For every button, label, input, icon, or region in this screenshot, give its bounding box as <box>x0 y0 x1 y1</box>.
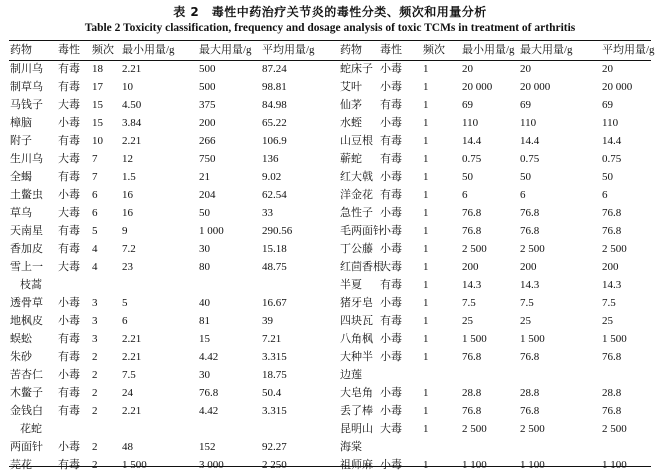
frequency: 1 <box>423 315 429 327</box>
min-dose: 2.21 <box>122 405 142 417</box>
max-dose: 110 <box>520 117 537 129</box>
drug-header: 药物 <box>340 44 362 56</box>
drug-name: 附子 <box>10 135 32 147</box>
drug-name: 半夏 <box>340 279 362 291</box>
drug-name: 制川乌 <box>10 63 43 75</box>
frequency: 1 <box>423 153 429 165</box>
max-dose: 76.8 <box>520 225 540 237</box>
bottom-rule <box>9 466 651 467</box>
min-dose: 20 <box>462 63 473 75</box>
max-dose: 2 500 <box>520 243 545 255</box>
table-caption-zh: 表 2 毒性中药治疗关节炎的毒性分类、频次和用量分析 <box>173 5 487 19</box>
min-dose: 1 500 <box>122 459 147 471</box>
frequency: 5 <box>92 225 98 237</box>
mean-dose: 48.75 <box>262 261 287 273</box>
min-dose: 6 <box>462 189 468 201</box>
drug-name: 丢了棒 <box>340 405 373 417</box>
mean-dose: 69 <box>602 99 613 111</box>
max-dose-header: 最大用量/g <box>199 44 252 56</box>
min-dose: 5 <box>122 297 128 309</box>
frequency: 1 <box>423 405 429 417</box>
toxicity: 有毒 <box>58 81 80 93</box>
max-dose: 500 <box>199 63 216 75</box>
drug-name: 四块瓦 <box>340 315 373 327</box>
mean-dose: 200 <box>602 261 619 273</box>
drug-name: 全蝎 <box>10 171 32 183</box>
toxicity: 大毒 <box>380 261 402 273</box>
frequency: 2 <box>92 387 98 399</box>
min-dose: 16 <box>122 189 133 201</box>
toxicity: 小毒 <box>380 63 402 75</box>
min-dose: 1 500 <box>462 333 487 345</box>
mean-dose: 3.315 <box>262 405 287 417</box>
min-dose: 2.21 <box>122 351 142 363</box>
max-dose: 1 100 <box>520 459 545 471</box>
frequency: 2 <box>92 369 98 381</box>
max-dose: 375 <box>199 99 216 111</box>
max-dose: 204 <box>199 189 216 201</box>
toxicity: 有毒 <box>58 225 80 237</box>
drug-name-continuation: 海棠 <box>340 441 362 453</box>
toxicity: 小毒 <box>380 117 402 129</box>
max-dose: 14.3 <box>520 279 540 291</box>
min-dose: 20 000 <box>462 81 493 93</box>
toxicity: 有毒 <box>380 135 402 147</box>
toxicity: 有毒 <box>380 279 402 291</box>
frequency: 1 <box>423 243 429 255</box>
toxicity: 有毒 <box>58 243 80 255</box>
frequency-header: 频次 <box>92 44 114 56</box>
toxicity-header: 毒性 <box>380 44 402 56</box>
frequency: 15 <box>92 117 103 129</box>
min-dose: 69 <box>462 99 473 111</box>
drug-name: 洋金花 <box>340 189 373 201</box>
toxicity: 有毒 <box>58 405 80 417</box>
max-dose: 28.8 <box>520 387 540 399</box>
toxicity: 大毒 <box>58 207 80 219</box>
mean-dose: 7.21 <box>262 333 282 345</box>
drug-name: 苦杏仁 <box>10 369 43 381</box>
toxicity-header: 毒性 <box>58 44 80 56</box>
mean-dose: 50 <box>602 171 613 183</box>
mean-dose: 9.02 <box>262 171 282 183</box>
table-caption-en: Table 2 Toxicity classification, frequency and dosage analysis of toxic TCMs in treatment of arthritis <box>84 22 576 34</box>
mean-dose: 76.8 <box>602 351 622 363</box>
max-dose: 200 <box>520 261 537 273</box>
frequency: 1 <box>423 387 429 399</box>
min-dose: 1.5 <box>122 171 136 183</box>
mean-dose: 20 000 <box>602 81 633 93</box>
min-dose: 2 500 <box>462 423 487 435</box>
toxicity: 有毒 <box>58 459 80 471</box>
mean-dose: 0.75 <box>602 153 622 165</box>
drug-name: 蜈蚣 <box>10 333 32 345</box>
toxicity: 大毒 <box>380 423 402 435</box>
drug-name: 大种半 <box>340 351 373 363</box>
mean-dose: 39 <box>262 315 273 327</box>
frequency: 1 <box>423 459 429 471</box>
frequency: 18 <box>92 63 103 75</box>
min-dose: 2.21 <box>122 333 142 345</box>
toxicity: 小毒 <box>380 405 402 417</box>
min-dose-header: 最小用量/g <box>462 44 515 56</box>
frequency: 2 <box>92 351 98 363</box>
mean-dose: 25 <box>602 315 613 327</box>
frequency: 15 <box>92 99 103 111</box>
frequency: 3 <box>92 315 98 327</box>
max-dose: 76.8 <box>520 207 540 219</box>
frequency: 1 <box>423 297 429 309</box>
max-dose: 15 <box>199 333 210 345</box>
frequency: 1 <box>423 99 429 111</box>
frequency: 1 <box>423 279 429 291</box>
mean-dose: 65.22 <box>262 117 287 129</box>
max-dose: 20 <box>520 63 531 75</box>
min-dose: 1 100 <box>462 459 487 471</box>
min-dose: 76.8 <box>462 405 482 417</box>
frequency: 17 <box>92 81 103 93</box>
max-dose: 6 <box>520 189 526 201</box>
min-dose-header: 最小用量/g <box>122 44 175 56</box>
header-rule <box>9 60 651 61</box>
toxicity: 小毒 <box>380 333 402 345</box>
drug-name: 毛两面针 <box>340 225 384 237</box>
mean-dose: 2 250 <box>262 459 287 471</box>
mean-dose: 20 <box>602 63 613 75</box>
max-dose: 2 500 <box>520 423 545 435</box>
drug-header: 药物 <box>10 44 32 56</box>
frequency: 10 <box>92 135 103 147</box>
drug-name: 祖师麻 <box>340 459 373 471</box>
min-dose: 7.2 <box>122 243 136 255</box>
frequency: 3 <box>92 297 98 309</box>
min-dose: 9 <box>122 225 128 237</box>
toxicity: 有毒 <box>58 387 80 399</box>
max-dose: 1 000 <box>199 225 224 237</box>
frequency: 2 <box>92 459 98 471</box>
max-dose-header: 最大用量/g <box>520 44 573 56</box>
frequency: 4 <box>92 243 98 255</box>
mean-dose: 16.67 <box>262 297 287 309</box>
mean-dose: 84.98 <box>262 99 287 111</box>
mean-dose: 76.8 <box>602 405 622 417</box>
drug-name: 红大戟 <box>340 171 373 183</box>
max-dose: 76.8 <box>520 351 540 363</box>
toxicity: 小毒 <box>58 441 80 453</box>
min-dose: 12 <box>122 153 133 165</box>
drug-name: 水蛭 <box>340 117 362 129</box>
min-dose: 28.8 <box>462 387 482 399</box>
mean-dose: 33 <box>262 207 273 219</box>
mean-dose: 1 100 <box>602 459 627 471</box>
max-dose: 21 <box>199 171 210 183</box>
frequency: 1 <box>423 333 429 345</box>
min-dose: 2.21 <box>122 135 142 147</box>
min-dose: 48 <box>122 441 133 453</box>
toxicity: 有毒 <box>58 351 80 363</box>
min-dose: 10 <box>122 81 133 93</box>
mean-dose: 92.27 <box>262 441 287 453</box>
max-dose: 7.5 <box>520 297 534 309</box>
frequency: 1 <box>423 81 429 93</box>
drug-name: 木鳖子 <box>10 387 43 399</box>
max-dose: 3 000 <box>199 459 224 471</box>
mean-dose: 98.81 <box>262 81 287 93</box>
toxicity: 小毒 <box>58 369 80 381</box>
drug-name: 八角枫 <box>340 333 373 345</box>
frequency: 7 <box>92 171 98 183</box>
frequency: 1 <box>423 207 429 219</box>
frequency: 3 <box>92 333 98 345</box>
mean-dose: 110 <box>602 117 619 129</box>
toxicity: 有毒 <box>380 315 402 327</box>
max-dose: 25 <box>520 315 531 327</box>
drug-name: 朱砂 <box>10 351 32 363</box>
max-dose: 0.75 <box>520 153 540 165</box>
min-dose: 76.8 <box>462 207 482 219</box>
min-dose: 76.8 <box>462 351 482 363</box>
mean-dose: 62.54 <box>262 189 287 201</box>
mean-dose: 6 <box>602 189 608 201</box>
min-dose: 16 <box>122 207 133 219</box>
toxicity: 有毒 <box>58 135 80 147</box>
min-dose: 25 <box>462 315 473 327</box>
max-dose: 30 <box>199 243 210 255</box>
frequency: 4 <box>92 261 98 273</box>
toxicity: 小毒 <box>380 207 402 219</box>
max-dose: 50 <box>520 171 531 183</box>
mean-dose: 1 500 <box>602 333 627 345</box>
min-dose: 2.21 <box>122 63 142 75</box>
mean-dose: 3.315 <box>262 351 287 363</box>
drug-name: 蛇床子 <box>340 63 373 75</box>
min-dose: 76.8 <box>462 225 482 237</box>
mean-dose: 18.75 <box>262 369 287 381</box>
toxicity: 大毒 <box>58 99 80 111</box>
drug-name: 两面针 <box>10 441 43 453</box>
mean-dose: 136 <box>262 153 279 165</box>
frequency: 1 <box>423 135 429 147</box>
toxicity: 大毒 <box>58 153 80 165</box>
max-dose: 14.4 <box>520 135 540 147</box>
drug-name: 马钱子 <box>10 99 43 111</box>
mean-dose: 2 500 <box>602 243 627 255</box>
drug-name: 生川乌 <box>10 153 43 165</box>
drug-name-continuation: 花蛇 <box>20 423 42 435</box>
drug-name: 蕲蛇 <box>340 153 362 165</box>
mean-dose: 76.8 <box>602 207 622 219</box>
frequency: 2 <box>92 405 98 417</box>
mean-dose: 50.4 <box>262 387 282 399</box>
toxicity: 小毒 <box>58 297 80 309</box>
min-dose: 2 500 <box>462 243 487 255</box>
max-dose: 30 <box>199 369 210 381</box>
max-dose: 69 <box>520 99 531 111</box>
mean-dose: 87.24 <box>262 63 287 75</box>
drug-name: 地枫皮 <box>10 315 43 327</box>
drug-name: 艾叶 <box>340 81 362 93</box>
max-dose: 152 <box>199 441 216 453</box>
min-dose: 7.5 <box>462 297 476 309</box>
max-dose: 80 <box>199 261 210 273</box>
max-dose: 50 <box>199 207 210 219</box>
toxicity: 有毒 <box>380 99 402 111</box>
min-dose: 200 <box>462 261 479 273</box>
drug-name: 仙茅 <box>340 99 362 111</box>
toxicity: 小毒 <box>58 117 80 129</box>
drug-name-continuation: 边莲 <box>340 369 362 381</box>
drug-name: 樟脑 <box>10 117 32 129</box>
drug-name: 透骨草 <box>10 297 43 309</box>
frequency-header: 频次 <box>423 44 445 56</box>
mean-dose: 106.9 <box>262 135 287 147</box>
toxicity: 小毒 <box>380 351 402 363</box>
drug-name: 雪上一 <box>10 261 43 273</box>
drug-name: 丁公藤 <box>340 243 373 255</box>
min-dose: 23 <box>122 261 133 273</box>
max-dose: 200 <box>199 117 216 129</box>
drug-name: 红茴香根 <box>340 261 384 273</box>
max-dose: 4.42 <box>199 405 219 417</box>
frequency: 1 <box>423 225 429 237</box>
max-dose: 4.42 <box>199 351 219 363</box>
frequency: 1 <box>423 189 429 201</box>
toxicity: 大毒 <box>58 261 80 273</box>
drug-name: 土鳖虫 <box>10 189 43 201</box>
drug-name: 草乌 <box>10 207 32 219</box>
mean-dose: 15.18 <box>262 243 287 255</box>
toxicity: 小毒 <box>380 225 402 237</box>
toxicity: 有毒 <box>58 333 80 345</box>
toxicity: 小毒 <box>58 315 80 327</box>
mean-dose: 7.5 <box>602 297 616 309</box>
drug-name: 猪牙皂 <box>340 297 373 309</box>
mean-dose: 28.8 <box>602 387 622 399</box>
drug-name: 芫花 <box>10 459 32 471</box>
max-dose: 20 000 <box>520 81 551 93</box>
min-dose: 4.50 <box>122 99 142 111</box>
min-dose: 14.4 <box>462 135 482 147</box>
toxicity: 有毒 <box>380 153 402 165</box>
toxicity: 有毒 <box>58 171 80 183</box>
drug-name: 香加皮 <box>10 243 43 255</box>
frequency: 1 <box>423 117 429 129</box>
min-dose: 0.75 <box>462 153 482 165</box>
mean-dose-header: 平均用量/g <box>262 44 315 56</box>
drug-name: 金钱白 <box>10 405 43 417</box>
max-dose: 81 <box>199 315 210 327</box>
max-dose: 76.8 <box>520 405 540 417</box>
drug-name-continuation: 枝蒿 <box>20 279 42 291</box>
frequency: 6 <box>92 189 98 201</box>
drug-name: 大皂角 <box>340 387 373 399</box>
mean-dose: 76.8 <box>602 225 622 237</box>
min-dose: 24 <box>122 387 133 399</box>
max-dose: 76.8 <box>199 387 219 399</box>
min-dose: 6 <box>122 315 128 327</box>
toxicity: 小毒 <box>380 243 402 255</box>
drug-name: 制草乌 <box>10 81 43 93</box>
max-dose: 1 500 <box>520 333 545 345</box>
toxicity: 小毒 <box>380 171 402 183</box>
toxicity: 有毒 <box>58 63 80 75</box>
toxicity: 小毒 <box>380 81 402 93</box>
toxicity: 小毒 <box>380 387 402 399</box>
max-dose: 500 <box>199 81 216 93</box>
drug-name: 天南星 <box>10 225 43 237</box>
frequency: 2 <box>92 441 98 453</box>
frequency: 1 <box>423 171 429 183</box>
max-dose: 266 <box>199 135 216 147</box>
mean-dose-header: 平均用量/g <box>602 44 655 56</box>
min-dose: 50 <box>462 171 473 183</box>
frequency: 7 <box>92 153 98 165</box>
frequency: 1 <box>423 351 429 363</box>
mean-dose: 14.4 <box>602 135 622 147</box>
toxicity: 有毒 <box>380 189 402 201</box>
toxicity: 小毒 <box>380 459 402 471</box>
frequency: 1 <box>423 261 429 273</box>
drug-name: 昆明山 <box>340 423 373 435</box>
mean-dose: 2 500 <box>602 423 627 435</box>
min-dose: 7.5 <box>122 369 136 381</box>
frequency: 6 <box>92 207 98 219</box>
toxicity: 小毒 <box>58 189 80 201</box>
min-dose: 110 <box>462 117 479 129</box>
mean-dose: 290.56 <box>262 225 293 237</box>
frequency: 1 <box>423 63 429 75</box>
min-dose: 3.84 <box>122 117 142 129</box>
toxicity: 小毒 <box>380 297 402 309</box>
drug-name: 山豆根 <box>340 135 373 147</box>
drug-name: 急性子 <box>340 207 373 219</box>
max-dose: 750 <box>199 153 216 165</box>
max-dose: 40 <box>199 297 210 309</box>
frequency: 1 <box>423 423 429 435</box>
min-dose: 14.3 <box>462 279 482 291</box>
mean-dose: 14.3 <box>602 279 622 291</box>
